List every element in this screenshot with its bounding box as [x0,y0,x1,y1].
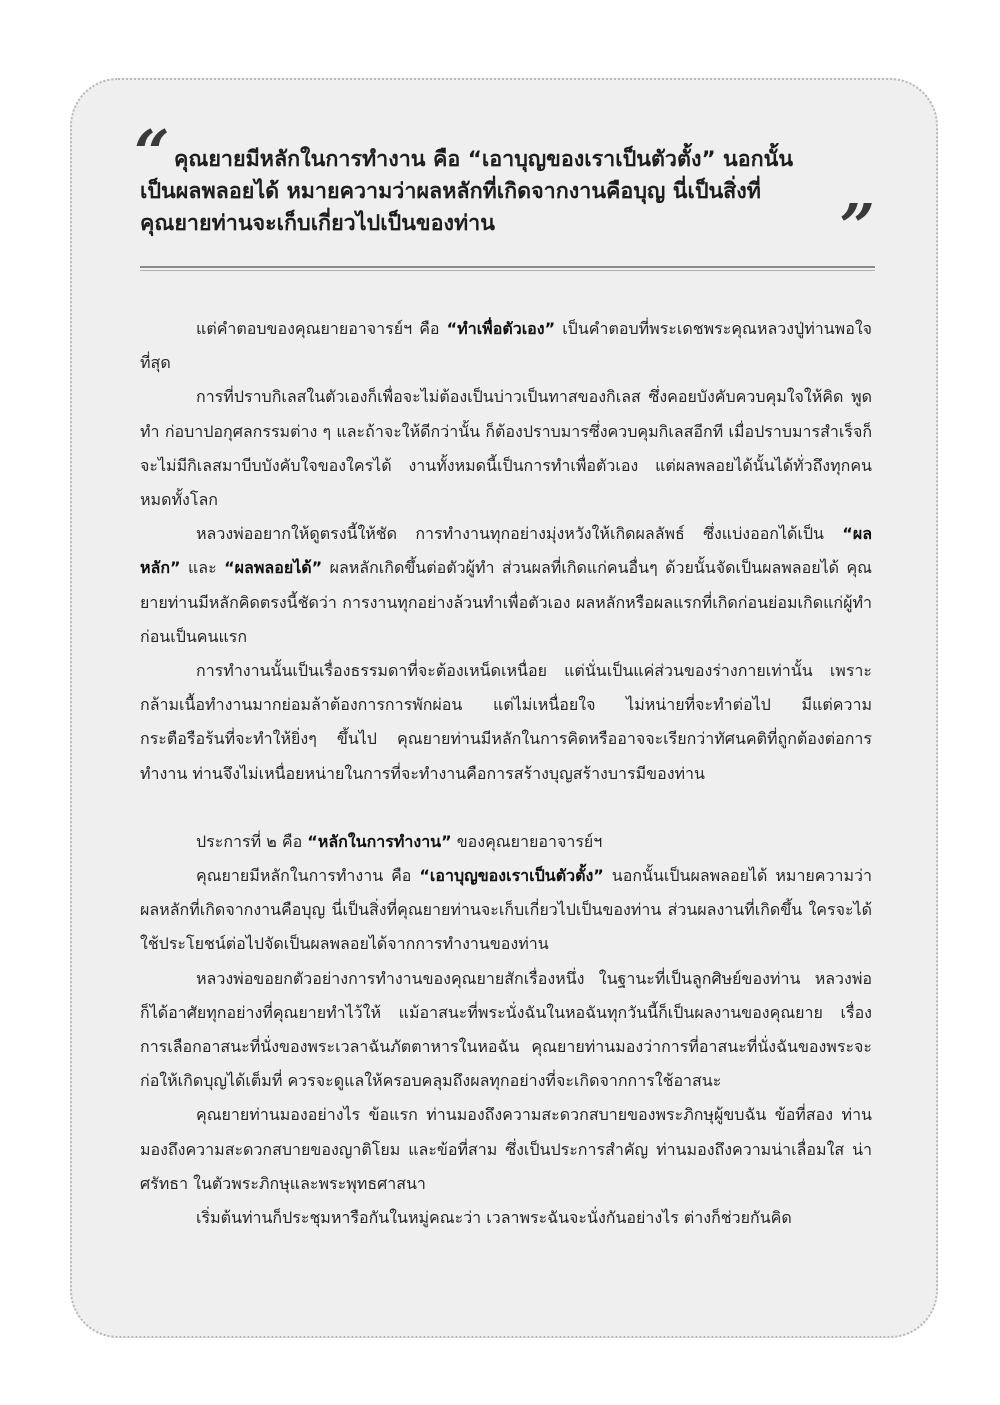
paragraph-text: และ [180,558,225,578]
paragraph [140,380,872,517]
section-heading-paragraph [140,825,872,859]
close-quote-mark: ” [839,190,875,263]
paragraph [140,1098,872,1201]
open-quote-mark: “ [134,116,170,189]
paragraph-text: การที่ปราบกิเลสในตัวเองก็เพื่อจะไม่ต้องเป็นบ่าวเป็นทาสของกิเลส ซึ่งคอยบังคับควบคุมใจให้คิด พูด ทำ ก่อบาปอกุศลกรรมต่าง ๆ และถ้าจะให้ดีกว่านั้น ก็ต้องปราบมารซึ่งควบคุมกิเลสอีกที เมื่อปราบมารสำเร็จก็จะไม่มีกิเลสมาบีบบังคับใจของใครได้ งานทั้งหมดนี้เป็นการทำเพื่อตัวเอง แต่ผลพลอยได้นั้นได้ทั่วถึงทุกคนหมดทั้งโลก [140,387,872,510]
pull-quote-line: คุณยายมีหลักในการทำงาน คือ “เอาบุญของเราเป็นตัวตั้ง” นอกนั้น [174,147,794,172]
paragraph-text: การทำงานนั้นเป็นเรื่องธรรมดาที่จะต้องเหน็ดเหนื่อย แต่นั่นเป็นแค่ส่วนของร่างกายเท่านั้น เพราะกล้ามเนื้อทำงานมากย่อมล้าต้องการการพักผ่อน แต่ไม่เหนื่อยใจ ไม่หน่ายที่จะทำต่อไป มีแต่ความกระตือรือร้นที่จะทำให้ยิ่งๆ ขึ้นไป คุณยายท่านมีหลักในการคิดหรืออาจจะเรียกว่าทัศนคติที่ถูกต้องต่อการทำงาน ท่านจึงไม่เหนื่อยหน่ายในการที่จะทำงานคือการสร้างบุญสร้างบารมีของท่าน [140,661,872,783]
body-text [140,312,872,1235]
bold-phrase: “หลักในการทำงาน” [307,831,452,851]
paragraph-text: นอกนั้นเป็นผลพลอยได้ หมายความว่าผลหลักที่เกิดจากงานคือบุญ นี่เป็นสิ่งที่คุณยายท่านจะเก็บเกี่ยวไปเป็นของท่าน ส่วนผลงานที่เกิดขึ้น ใครจะได้ใช้ประโยชน์ต่อไปจัดเป็นผลพลอยได้จากการทำงานของท่าน [140,866,872,954]
paragraph [140,962,872,1099]
pull-quote-line: คุณยายท่านจะเก็บเกี่ยวไปเป็นของท่าน [140,211,495,236]
divider-line [140,266,875,268]
paragraph-text: เริ่มต้นท่านก็ประชุมหารือกันในหมู่คณะว่า เวลาพระฉันจะนั่งกันอย่างไร ต่างก็ช่วยกันคิด [196,1208,792,1228]
pull-quote-text [140,144,875,240]
paragraph [140,312,872,380]
paragraph-text: เป็นคำตอบที่พระเดชพระคุณหลวงปู่ท่านพอใจที่สุด [140,319,873,373]
paragraph-text: ของคุณยายอาจารย์ฯ [451,831,603,851]
paragraph-text: หลวงพ่ออยากให้ดูตรงนี้ให้ชัด การทำงานทุกอย่างมุ่งหวังให้เกิดผลลัพธ์ ซึ่งแบ่งออกได้เป็น [196,524,843,544]
bold-phrase: “ผลหลัก” [140,524,872,578]
paragraph-text: แต่คำตอบของคุณยายอาจารย์ฯ คือ [196,319,447,338]
paragraph-text: หลวงพ่อขอยกตัวอย่างการทำงานของคุณยายสักเรื่องหนึ่ง ในฐานะที่เป็นลูกศิษย์ของท่าน หลวงพ่อก็ได้อาศัยทุกอย่างที่คุณยายทำไว้ให้ แม้อาสนะที่พระนั่งฉันในหอฉันทุกวันนี้ก็เป็นผลงานของคุณยาย เรื่องการเลือกอาสนะที่นั่งของพระเวลาฉันภัตตาหารในหอฉัน คุณยายท่านมองว่าการที่อาสนะที่นั่งฉันของพระจะก่อให้เกิดบุญได้เต็มที่ ควรจะดูแลให้ครอบคลุมถึงผลทุกอย่างที่จะเกิดจากการใช้อาสนะ [140,968,872,1091]
paragraph [140,859,872,962]
paragraph-text: ผลหลักเกิดขึ้นต่อตัวผู้ทำ ส่วนผลที่เกิดแก่คนอื่นๆ ด้วยนั้นจัดเป็นผลพลอยได้ คุณยายท่านมีหลักคิดตรงนี้ชัดว่า การงานทุกอย่างล้วนทำเพื่อตัวเอง ผลหลักหรือผลแรกที่เกิดก่อนย่อมเกิดแก่ผู้ทำก่อนเป็นคนแรก [140,558,872,646]
bold-phrase: “ผลพลอยได้” [224,558,323,578]
paragraph-text: ประการที่ ๒ คือ [196,831,308,851]
bold-phrase: “ทำเพื่อตัวเอง” [446,319,556,338]
pull-quote [134,116,875,263]
divider-line [140,270,875,271]
paragraph [140,654,872,791]
bold-phrase: “เอาบุญของเราเป็นตัวตั้ง” [419,866,604,886]
paragraph [140,517,872,654]
paragraph [140,1201,872,1235]
paragraph-text: คุณยายท่านมองอย่างไร ข้อแรก ท่านมองถึงความสะดวกสบายของพระภิกษุผู้ขบฉัน ข้อที่สอง ท่านมองถึงความสะดวกสบายของญาติโยม และข้อที่สาม ซึ่งเป็นประการสำคัญ ท่านมองถึงความน่าเลื่อมใส น่าศรัทธา ในตัวพระภิกษุและพระพุทธศาสนา [140,1105,872,1193]
pull-quote-line: เป็นผลพลอยได้ หมายความว่าผลหลักที่เกิดจากงานคือบุญ นี่เป็นสิ่งที่ [140,179,761,204]
paragraph-text: คุณยายมีหลักในการทำงาน คือ [196,866,420,886]
